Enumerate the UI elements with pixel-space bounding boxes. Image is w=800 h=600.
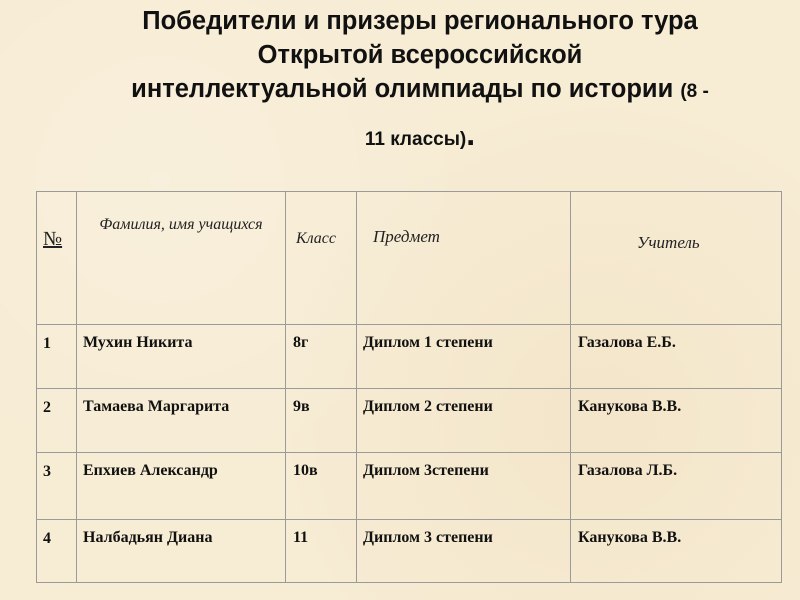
table-row bbox=[37, 520, 782, 583]
cell-number: 2 bbox=[37, 389, 77, 453]
title-line-3 bbox=[40, 72, 800, 109]
title-line-4-dot: . bbox=[466, 116, 476, 152]
cell-teacher: Газалова Е.Б. bbox=[571, 325, 782, 389]
table-header-row bbox=[37, 192, 782, 325]
cell-number: 1 bbox=[37, 325, 77, 389]
title-line-2: Открытой всероссийской bbox=[257, 41, 583, 69]
title-line-3-grades: (8 - bbox=[680, 81, 709, 102]
cell-student-name: Тамаева Маргарита bbox=[77, 389, 286, 453]
cell-number: 3 bbox=[37, 453, 77, 520]
cell-student-name: Мухин Никита bbox=[77, 325, 286, 389]
header-class: Класс bbox=[286, 192, 357, 325]
cell-teacher: Газалова Л.Б. bbox=[571, 453, 782, 520]
title-line-1: Победители и призеры регионального тура bbox=[142, 7, 698, 35]
title-line-4 bbox=[40, 117, 800, 157]
page-title bbox=[40, 4, 800, 157]
header-teacher: Учитель bbox=[571, 192, 782, 325]
title-line-3-main: интеллектуальной олимпиады по истории bbox=[131, 75, 674, 103]
cell-subject: Диплом 1 степени bbox=[357, 325, 571, 389]
title-line-4-grades: 11 классы) bbox=[364, 129, 467, 150]
cell-class: 9в bbox=[286, 389, 357, 453]
cell-class: 11 bbox=[286, 520, 357, 583]
table-row bbox=[37, 453, 782, 520]
cell-subject: Диплом 3 степени bbox=[357, 520, 571, 583]
cell-subject: Диплом 3степени bbox=[357, 453, 571, 520]
cell-class: 10в bbox=[286, 453, 357, 520]
header-subject: Предмет bbox=[357, 192, 571, 325]
cell-teacher: Канукова В.В. bbox=[571, 389, 782, 453]
winners-table bbox=[36, 191, 782, 583]
cell-teacher: Канукова В.В. bbox=[571, 520, 782, 583]
header-number: № bbox=[37, 192, 77, 325]
cell-class: 8г bbox=[286, 325, 357, 389]
cell-student-name: Епхиев Александр bbox=[77, 453, 286, 520]
cell-number: 4 bbox=[37, 520, 77, 583]
header-student-name: Фамилия, имя учащихся bbox=[77, 192, 286, 325]
cell-subject: Диплом 2 степени bbox=[357, 389, 571, 453]
table-row bbox=[37, 389, 782, 453]
table-row bbox=[37, 325, 782, 389]
cell-student-name: Налбадьян Диана bbox=[77, 520, 286, 583]
